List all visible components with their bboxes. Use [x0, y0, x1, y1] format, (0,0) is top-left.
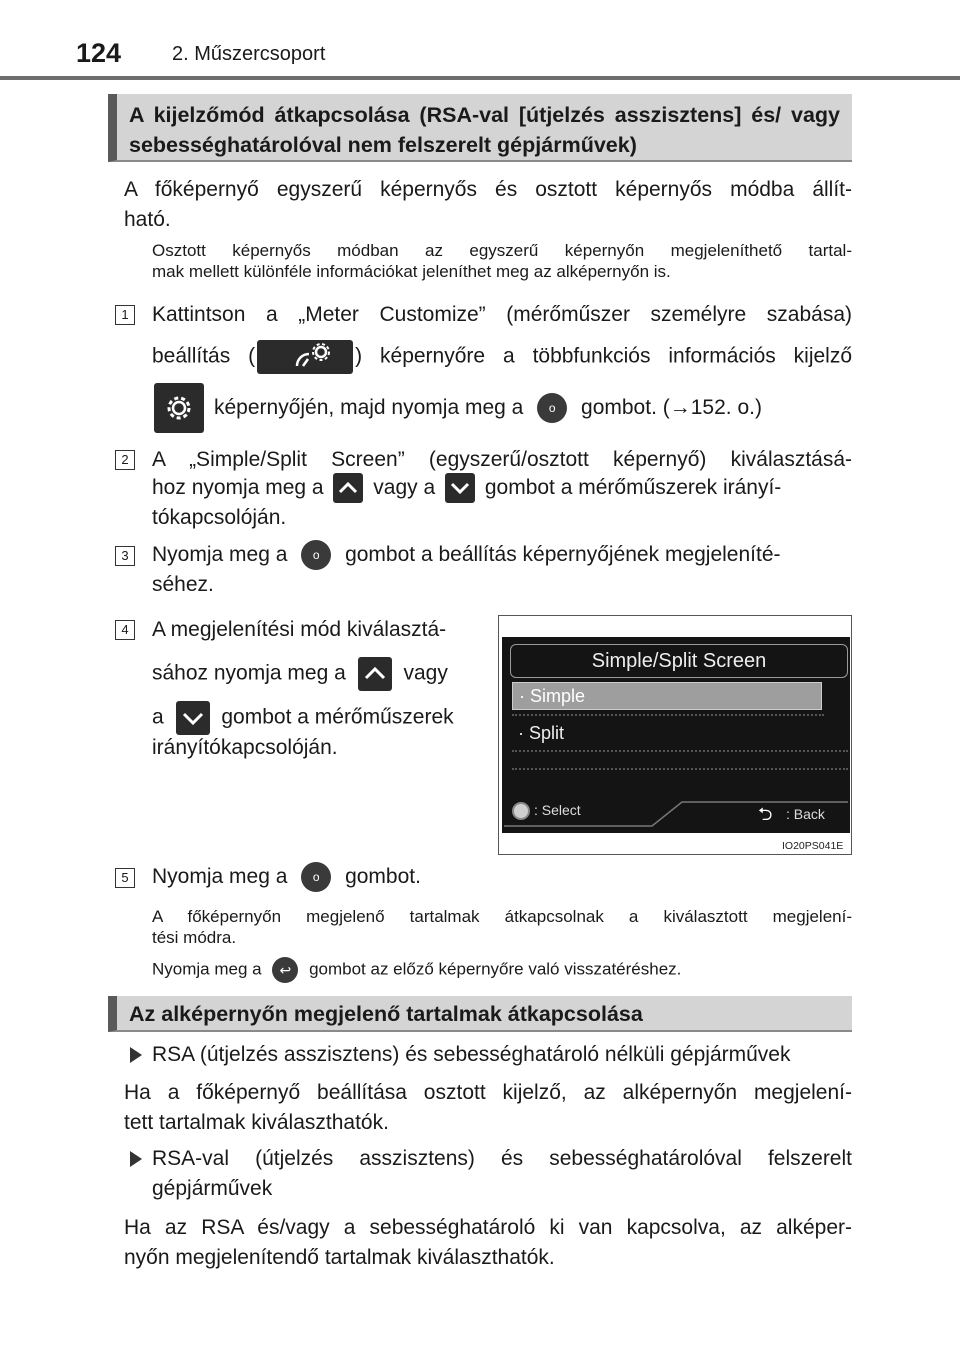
screen-option-split: · Split	[518, 723, 565, 743]
section-title-display-mode: A kijelzőmód átkapcsolása (RSA-val [útjelzés asszisztens] és/ vagy sebességhatárolóval nem felszerelt gépjárművek)	[108, 94, 852, 162]
intro-paragraph: A főképernyő egyszerű képernyős és osztott képernyős módba állít- ható.	[124, 178, 852, 231]
chevron-up-icon	[333, 473, 363, 503]
step-1-line-3: képernyőjén, majd nyomja meg a o gombot. (→152. o.)	[214, 393, 852, 423]
chevron-down-icon	[445, 473, 475, 503]
section-title-subscreen: Az alképernyőn megjelenő tartalmak átkapcsolása	[108, 996, 852, 1032]
step-number-1: 1	[115, 305, 135, 325]
step-4-line-2: sához nyomja meg a vagy	[152, 657, 482, 691]
chevron-down-icon	[176, 701, 210, 735]
step-4-line-4: irányítókapcsolóján.	[152, 736, 338, 759]
bullet-no-rsa: RSA (útjelzés asszisztens) és sebességhatároló nélküli gépjárművek	[130, 1040, 790, 1070]
step-1-line-2: beállítás ( ) képernyőre a többfunkciós információs kijelző	[152, 340, 852, 374]
screen-option-simple-selected: · Simple	[512, 682, 822, 710]
step-5-line-1: Nyomja meg a o gombot.	[152, 862, 421, 892]
step-3-line-1: Nyomja meg a o gombot a beállítás képernyőjének megjeleníté-	[152, 540, 852, 570]
back-button-icon: ↩	[272, 957, 298, 983]
screen-divider	[512, 750, 848, 752]
chevron-up-icon	[358, 657, 392, 691]
paragraph-no-rsa: Ha a főképernyő beállítása osztott kijelző, az alképernyőn megjelení- tett tartalmak kiválaszthatók.	[124, 1081, 852, 1134]
step-2-line-3: tókapcsolóján.	[152, 506, 287, 529]
gear-icon	[154, 383, 204, 433]
select-dial-icon	[512, 802, 530, 820]
step-2-line-1: A „Simple/Split Screen” (egyszerű/osztott képernyő) kiválasztásá-	[152, 448, 852, 471]
step-number-3: 3	[115, 546, 135, 566]
header-divider	[0, 76, 960, 80]
screen-footer-back: : Back	[786, 806, 825, 822]
intro-note: Osztott képernyős módban az egyszerű képernyőn megjeleníthető tartal- mak mellett különféle információkat jeleníthet meg az alképernyőn is.	[152, 241, 852, 281]
ok-button-icon: o	[537, 393, 567, 423]
step-number-2: 2	[115, 450, 135, 470]
triangle-bullet-icon	[130, 1047, 142, 1063]
step-2-line-2: hoz nyomja meg a vagy a gombot a mérőműszerek irányí-	[152, 473, 852, 503]
screen-footer-select: : Select	[534, 802, 581, 818]
paragraph-with-rsa: Ha az RSA és/vagy a sebességhatároló ki van kapcsolva, az alképer- nyőn megjelenítendő tartalmak kiválaszthatók.	[124, 1216, 852, 1269]
back-arrow-icon: ⮌	[758, 804, 773, 824]
triangle-bullet-icon	[130, 1151, 142, 1167]
ok-button-icon: o	[301, 540, 331, 570]
step-4-line-3: a gombot a mérőműszerek	[152, 701, 482, 735]
ok-button-icon: o	[301, 862, 331, 892]
chapter-title: 2. Műszercsoport	[172, 43, 326, 65]
page-number: 124	[76, 38, 122, 68]
step-5-note-1: A főképernyőn megjelenő tartalmak átkapcsolnak a kiválasztott megjelení- tési módra.	[152, 907, 852, 947]
step-4-line-1: A megjelenítési mód kiválasztá-	[152, 618, 447, 641]
screen-divider	[512, 768, 848, 770]
step-5-note-2: Nyomja meg a ↩ gombot az előző képernyőre való visszatéréshez.	[152, 957, 852, 983]
step-3-line-2: séhez.	[152, 573, 214, 596]
step-number-5: 5	[115, 868, 135, 888]
step-number-4: 4	[115, 620, 135, 640]
figure-code: IO20PS041E	[782, 840, 844, 852]
step-1-line-1: Kattintson a „Meter Customize” (mérőműszer személyre szabása)	[152, 303, 852, 326]
screen-divider	[512, 714, 824, 716]
gauge-gear-icon	[257, 340, 353, 374]
bullet-with-rsa: RSA-val (útjelzés asszisztens) és sebességhatárolóval felszerelt gépjárművek	[130, 1144, 852, 1204]
screen-title: Simple/Split Screen	[510, 644, 848, 678]
